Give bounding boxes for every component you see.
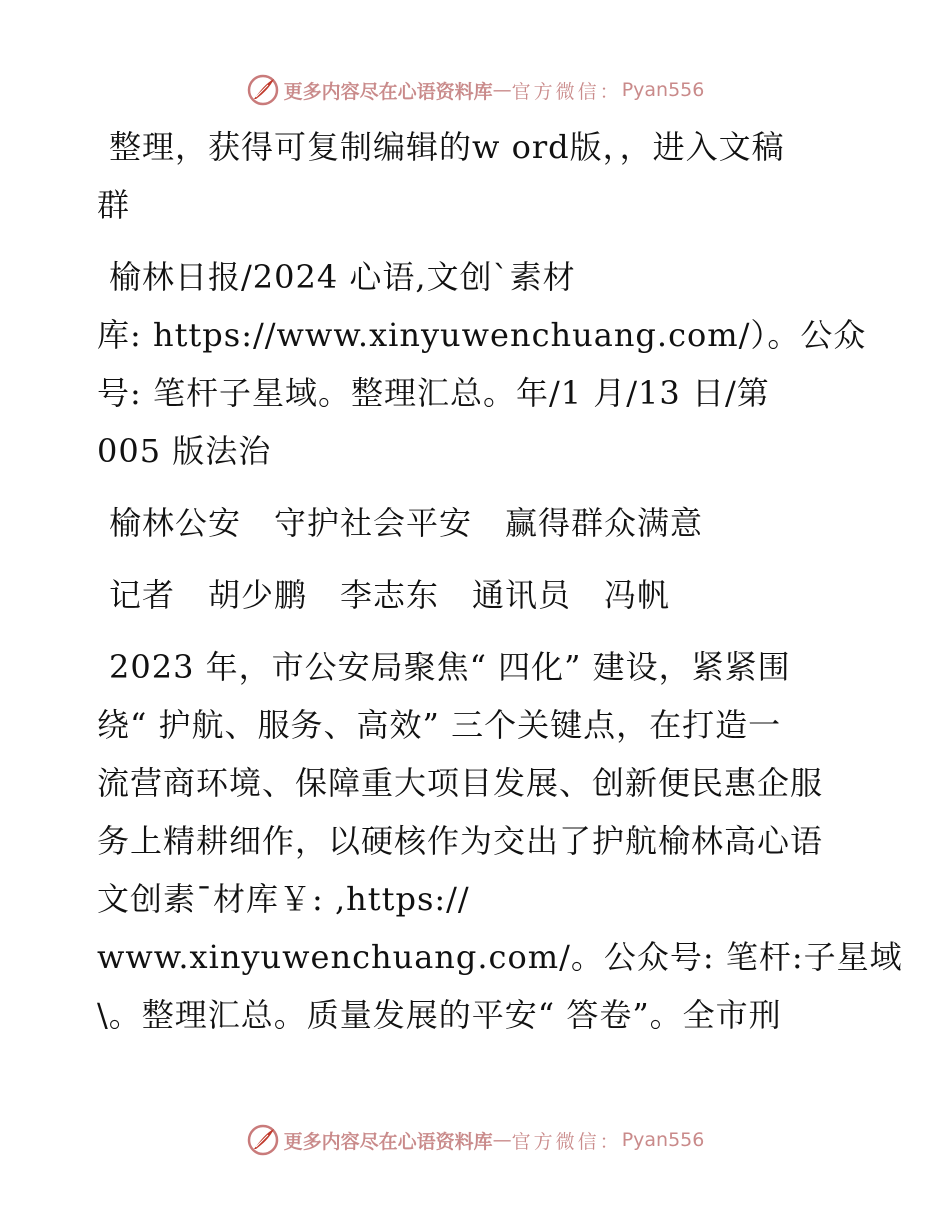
text-line: 号: 笔杆子星域。整理汇总。年/1 月/13 日/第 [97, 374, 770, 412]
document-body [97, 118, 903, 1058]
watermark-id: Pyan556 [621, 1129, 705, 1151]
watermark-site: 更多内容尽在心语资料库 [283, 1130, 493, 1153]
text-line: 记者 胡少鹏 李志东 通讯员 冯帆 [109, 576, 671, 614]
footer-watermark [0, 1122, 950, 1158]
text-line: 榆林日报/2024 心语,文创`素材 [109, 258, 576, 296]
text-line: 文创素¯材库￥: ,https:// [97, 880, 470, 918]
text-line: 榆林公安 守护社会平安 赢得群众满意 [109, 504, 704, 542]
text-line: 群 [97, 186, 131, 224]
text-line: 流营商环境、保障重大项目发展、创新便民惠企服 [97, 764, 824, 802]
header-watermark [0, 72, 950, 108]
article-headline [97, 494, 857, 552]
text-line: 务上精耕细作，以硬核作为交出了护航榆林高心语 [97, 822, 824, 860]
text-line: 2023 年，市公安局聚焦“ 四化” 建设，紧紧围 [109, 648, 791, 686]
paragraph-body [97, 638, 903, 1044]
text-line: 绕“ 护航、服务、高效” 三个关键点，在打造一 [97, 706, 782, 744]
watermark-site: 更多内容尽在心语资料库 [283, 80, 493, 103]
text-line: 整理，获得可复制编辑的w ord版，，进入文稿 [109, 128, 785, 166]
text-line: 005 版法治 [97, 432, 272, 470]
text-line: 库: https://www.xinyuwenchuang.com/）。公众 [97, 316, 867, 354]
feather-logo-icon [246, 1123, 280, 1157]
watermark-label: 官方微信： [511, 1130, 622, 1153]
watermark-dash: — [492, 79, 512, 101]
watermark-id: Pyan556 [621, 79, 705, 101]
text-line: www.xinyuwenchuang.com/。公众号: 笔杆:子星域 [97, 938, 903, 976]
article-byline [97, 566, 857, 624]
text-line: \。整理汇总。质量发展的平安“ 答卷”。全市刑 [97, 996, 782, 1034]
watermark-label: 官方微信： [511, 80, 622, 103]
paragraph-source [97, 248, 867, 480]
paragraph-intro [97, 118, 857, 234]
feather-logo-icon [246, 73, 280, 107]
watermark-dash: — [492, 1129, 512, 1151]
